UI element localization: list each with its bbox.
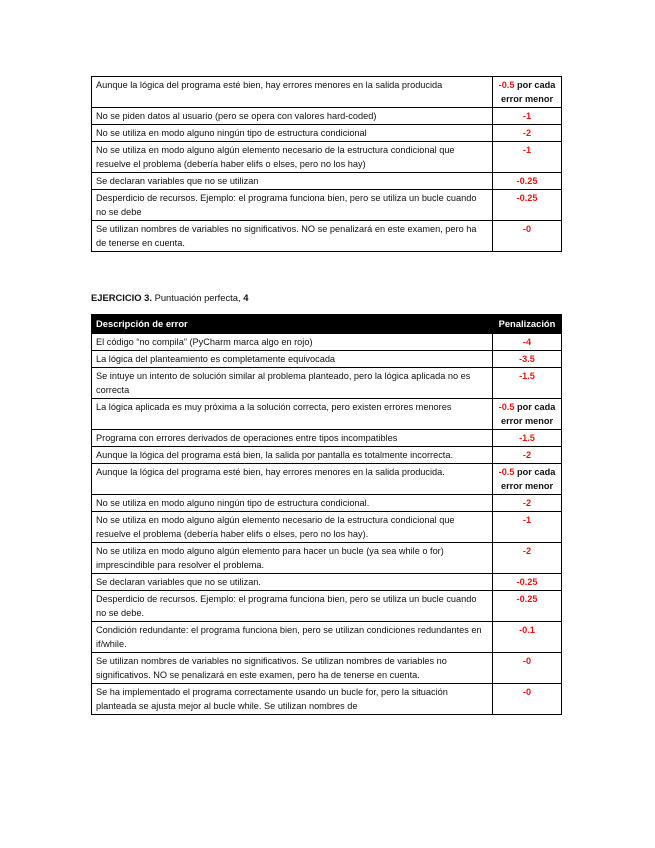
error-description: Se declaran variables que no se utilizan. xyxy=(92,574,493,591)
error-description: No se piden datos al usuario (pero se opera con valores hard-coded) xyxy=(92,108,493,125)
table-row xyxy=(92,653,562,684)
error-description: Condición redundante: el programa funciona bien, pero se utilizan condiciones redundantes en if/while. xyxy=(92,622,493,653)
penalty-value: -4 xyxy=(522,337,532,347)
table-row xyxy=(92,368,562,399)
penalty-value: -0.5 xyxy=(498,467,515,477)
penalty-cell xyxy=(493,512,562,543)
table-row xyxy=(92,190,562,221)
error-description: No se utiliza en modo alguno algún elemento necesario de la estructura condicional que resuelve el problema (debería haber elifs o elses, pero no los hay). xyxy=(92,512,493,543)
exercise-3-heading xyxy=(91,292,248,304)
penalty-cell xyxy=(493,368,562,399)
penalty-cell xyxy=(493,684,562,715)
table-row xyxy=(92,591,562,622)
penalty-value: -0 xyxy=(522,656,532,666)
error-description: Programa con errores derivados de operaciones entre tipos incompatibles xyxy=(92,430,493,447)
table-row xyxy=(92,464,562,495)
penalty-value: -0 xyxy=(522,687,532,697)
penalty-value: -2 xyxy=(522,128,532,138)
penalty-value: -1 xyxy=(522,515,532,525)
penalty-table-exercise-3 xyxy=(91,314,562,715)
penalty-value: -2 xyxy=(522,498,532,508)
error-description: Se intuye un intento de solución similar al problema planteado, pero la lógica aplicada no es correcta xyxy=(92,368,493,399)
penalty-value: -1.5 xyxy=(519,371,535,381)
error-description: No se utiliza en modo alguno algún elemento necesario de la estructura condicional que resuelve el problema (debería haber elifs o elses, pero no los hay) xyxy=(92,142,493,173)
table-row xyxy=(92,495,562,512)
penalty-value: -2 xyxy=(522,546,532,556)
penalty-value: -0 xyxy=(522,224,532,234)
table-row xyxy=(92,684,562,715)
table-row xyxy=(92,399,562,430)
penalty-value: -2 xyxy=(522,450,532,460)
penalty-cell xyxy=(493,125,562,142)
table-row xyxy=(92,512,562,543)
table-row xyxy=(92,125,562,142)
table-row xyxy=(92,108,562,125)
error-description: Desperdicio de recursos. Ejemplo: el programa funciona bien, pero se utiliza un bucle cuando no se debe xyxy=(92,190,493,221)
penalty-value: -0.25 xyxy=(516,193,538,203)
penalty-cell xyxy=(493,334,562,351)
penalty-cell xyxy=(493,173,562,190)
penalty-table-previous xyxy=(91,76,562,252)
error-description: Desperdicio de recursos. Ejemplo: el programa funciona bien, pero se utiliza un bucle cuando no se debe. xyxy=(92,591,493,622)
penalty-cell xyxy=(493,221,562,252)
penalty-note: por cada error menor xyxy=(500,467,556,491)
table-row xyxy=(92,351,562,368)
table-row xyxy=(92,543,562,574)
error-description: Aunque la lógica del programa está bien, la salida por pantalla es totalmente incorrecta. xyxy=(92,447,493,464)
error-description: No se utiliza en modo alguno algún elemento para hacer un bucle (ya sea while o for) imprescindible para resolver el problema. xyxy=(92,543,493,574)
exercise-3-score: 4 xyxy=(243,292,249,303)
error-description: Aunque la lógica del programa esté bien, hay errores menores en la salida producida. xyxy=(92,464,493,495)
penalty-table-exercise-3-body xyxy=(92,334,562,715)
table-row xyxy=(92,221,562,252)
error-description: No se utiliza en modo alguno ningún tipo de estructura condicional xyxy=(92,125,493,142)
header-description: Descripción de error xyxy=(92,315,493,334)
penalty-cell xyxy=(493,447,562,464)
penalty-cell xyxy=(493,77,562,108)
penalty-value: -1.5 xyxy=(519,433,535,443)
penalty-cell xyxy=(493,430,562,447)
penalty-note: por cada error menor xyxy=(500,402,556,426)
exercise-3-text: Puntuación perfecta, xyxy=(151,292,244,303)
error-description: La lógica del planteamiento es completamente equivocada xyxy=(92,351,493,368)
error-description: Aunque la lógica del programa esté bien, hay errores menores en la salida producida xyxy=(92,77,493,108)
penalty-value: -1 xyxy=(522,111,532,121)
penalty-cell xyxy=(493,495,562,512)
error-description: Se utilizan nombres de variables no significativos. NO se penalizará en este examen, pero ha de tenerse en cuenta. xyxy=(92,221,493,252)
penalty-value: -0.1 xyxy=(519,625,535,635)
exercise-3-label: EJERCICIO 3. xyxy=(91,292,152,303)
table-row xyxy=(92,334,562,351)
table-row xyxy=(92,142,562,173)
penalty-cell xyxy=(493,190,562,221)
error-description: Se declaran variables que no se utilizan xyxy=(92,173,493,190)
penalty-cell xyxy=(493,399,562,430)
table-row xyxy=(92,77,562,108)
error-description: Se ha implementado el programa correctamente usando un bucle for, pero la situación planteada se ajusta mejor al bucle while. Se utilizan nombres de xyxy=(92,684,493,715)
table-row xyxy=(92,574,562,591)
penalty-note: por cada error menor xyxy=(500,80,556,104)
error-description: La lógica aplicada es muy próxima a la solución correcta, pero existen errores menores xyxy=(92,399,493,430)
table-row xyxy=(92,622,562,653)
header-penalty: Penalización xyxy=(493,315,562,334)
penalty-value: -1 xyxy=(522,145,532,155)
penalty-value: -0.5 xyxy=(498,402,515,412)
penalty-cell xyxy=(493,108,562,125)
error-description: Se utilizan nombres de variables no significativos. Se utilizan nombres de variables no significativos. NO se penalizará en este examen, pero ha de tenerse en cuenta. xyxy=(92,653,493,684)
table-row xyxy=(92,173,562,190)
penalty-value: -0.25 xyxy=(516,594,538,604)
penalty-cell xyxy=(493,464,562,495)
penalty-value: -0.25 xyxy=(516,577,538,587)
penalty-cell xyxy=(493,142,562,173)
penalty-value: -3.5 xyxy=(519,354,535,364)
penalty-cell xyxy=(493,653,562,684)
penalty-cell xyxy=(493,351,562,368)
table-row xyxy=(92,430,562,447)
penalty-cell xyxy=(493,543,562,574)
error-description: El código “no compila” (PyCharm marca algo en rojo) xyxy=(92,334,493,351)
penalty-value: -0.5 xyxy=(498,80,515,90)
error-description: No se utiliza en modo alguno ningún tipo de estructura condicional. xyxy=(92,495,493,512)
table-row xyxy=(92,447,562,464)
penalty-cell xyxy=(493,574,562,591)
penalty-cell xyxy=(493,622,562,653)
penalty-table-previous-body xyxy=(92,77,562,252)
penalty-value: -0.25 xyxy=(516,176,538,186)
table-header-row xyxy=(92,315,562,334)
penalty-cell xyxy=(493,591,562,622)
